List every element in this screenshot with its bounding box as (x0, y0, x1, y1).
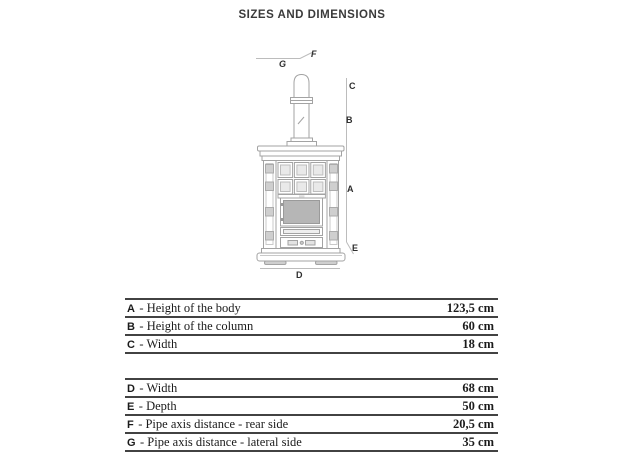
dim-value: 50 cm (462, 398, 494, 413)
pipe-dome (294, 75, 309, 99)
dim-letter: B (127, 321, 135, 333)
dim-description: - Depth (138, 399, 177, 413)
dimensions-table-body (125, 298, 498, 354)
dim-description: - Height of the body (139, 301, 241, 315)
dim-value: 68 cm (462, 380, 494, 395)
pipe-column (294, 104, 309, 139)
dim-letter: G (127, 437, 136, 449)
table-row (125, 298, 498, 316)
tile-row-2 (278, 180, 325, 195)
table-row (125, 316, 498, 334)
dim-letter: C (127, 339, 135, 351)
dim-label-a: A (347, 184, 354, 194)
dim-description: - Pipe axis distance - lateral side (140, 435, 302, 449)
dim-label-b: B (346, 115, 353, 125)
dim-description: - Width (139, 337, 178, 351)
dim-description: - Pipe axis distance - rear side (138, 417, 289, 431)
table-row (125, 414, 498, 432)
cornice (258, 146, 345, 151)
dim-value: 60 cm (462, 318, 494, 333)
dim-letter: A (127, 303, 135, 315)
dim-label-e: E (352, 243, 359, 253)
tile-row-1 (278, 163, 325, 178)
dim-label-c: C (349, 81, 356, 91)
table-row (125, 334, 498, 352)
dim-label-f: F (311, 49, 317, 59)
dim-description: - Width (139, 381, 178, 395)
table-row (125, 396, 498, 414)
dim-letter: D (127, 383, 135, 395)
dim-description: - Height of the column (139, 319, 254, 333)
dim-letter: F (127, 419, 134, 431)
door-glass (284, 201, 320, 224)
dim-label-d: D (296, 270, 303, 280)
dim-value: 35 cm (462, 434, 494, 449)
dim-label-g: G (279, 59, 287, 69)
dim-letter: E (127, 401, 135, 413)
stove-illustration (257, 75, 345, 265)
foot-left (265, 261, 287, 265)
dim-value: 20,5 cm (453, 416, 494, 431)
plinth (257, 253, 345, 261)
dim-value: 18 cm (462, 336, 494, 351)
dimensions-table-base (125, 378, 498, 452)
table-row (125, 432, 498, 450)
dim-value: 123,5 cm (446, 300, 494, 315)
foot-right (316, 261, 338, 265)
table-row (125, 378, 498, 396)
page-title: SIZES AND DIMENSIONS (238, 9, 386, 21)
